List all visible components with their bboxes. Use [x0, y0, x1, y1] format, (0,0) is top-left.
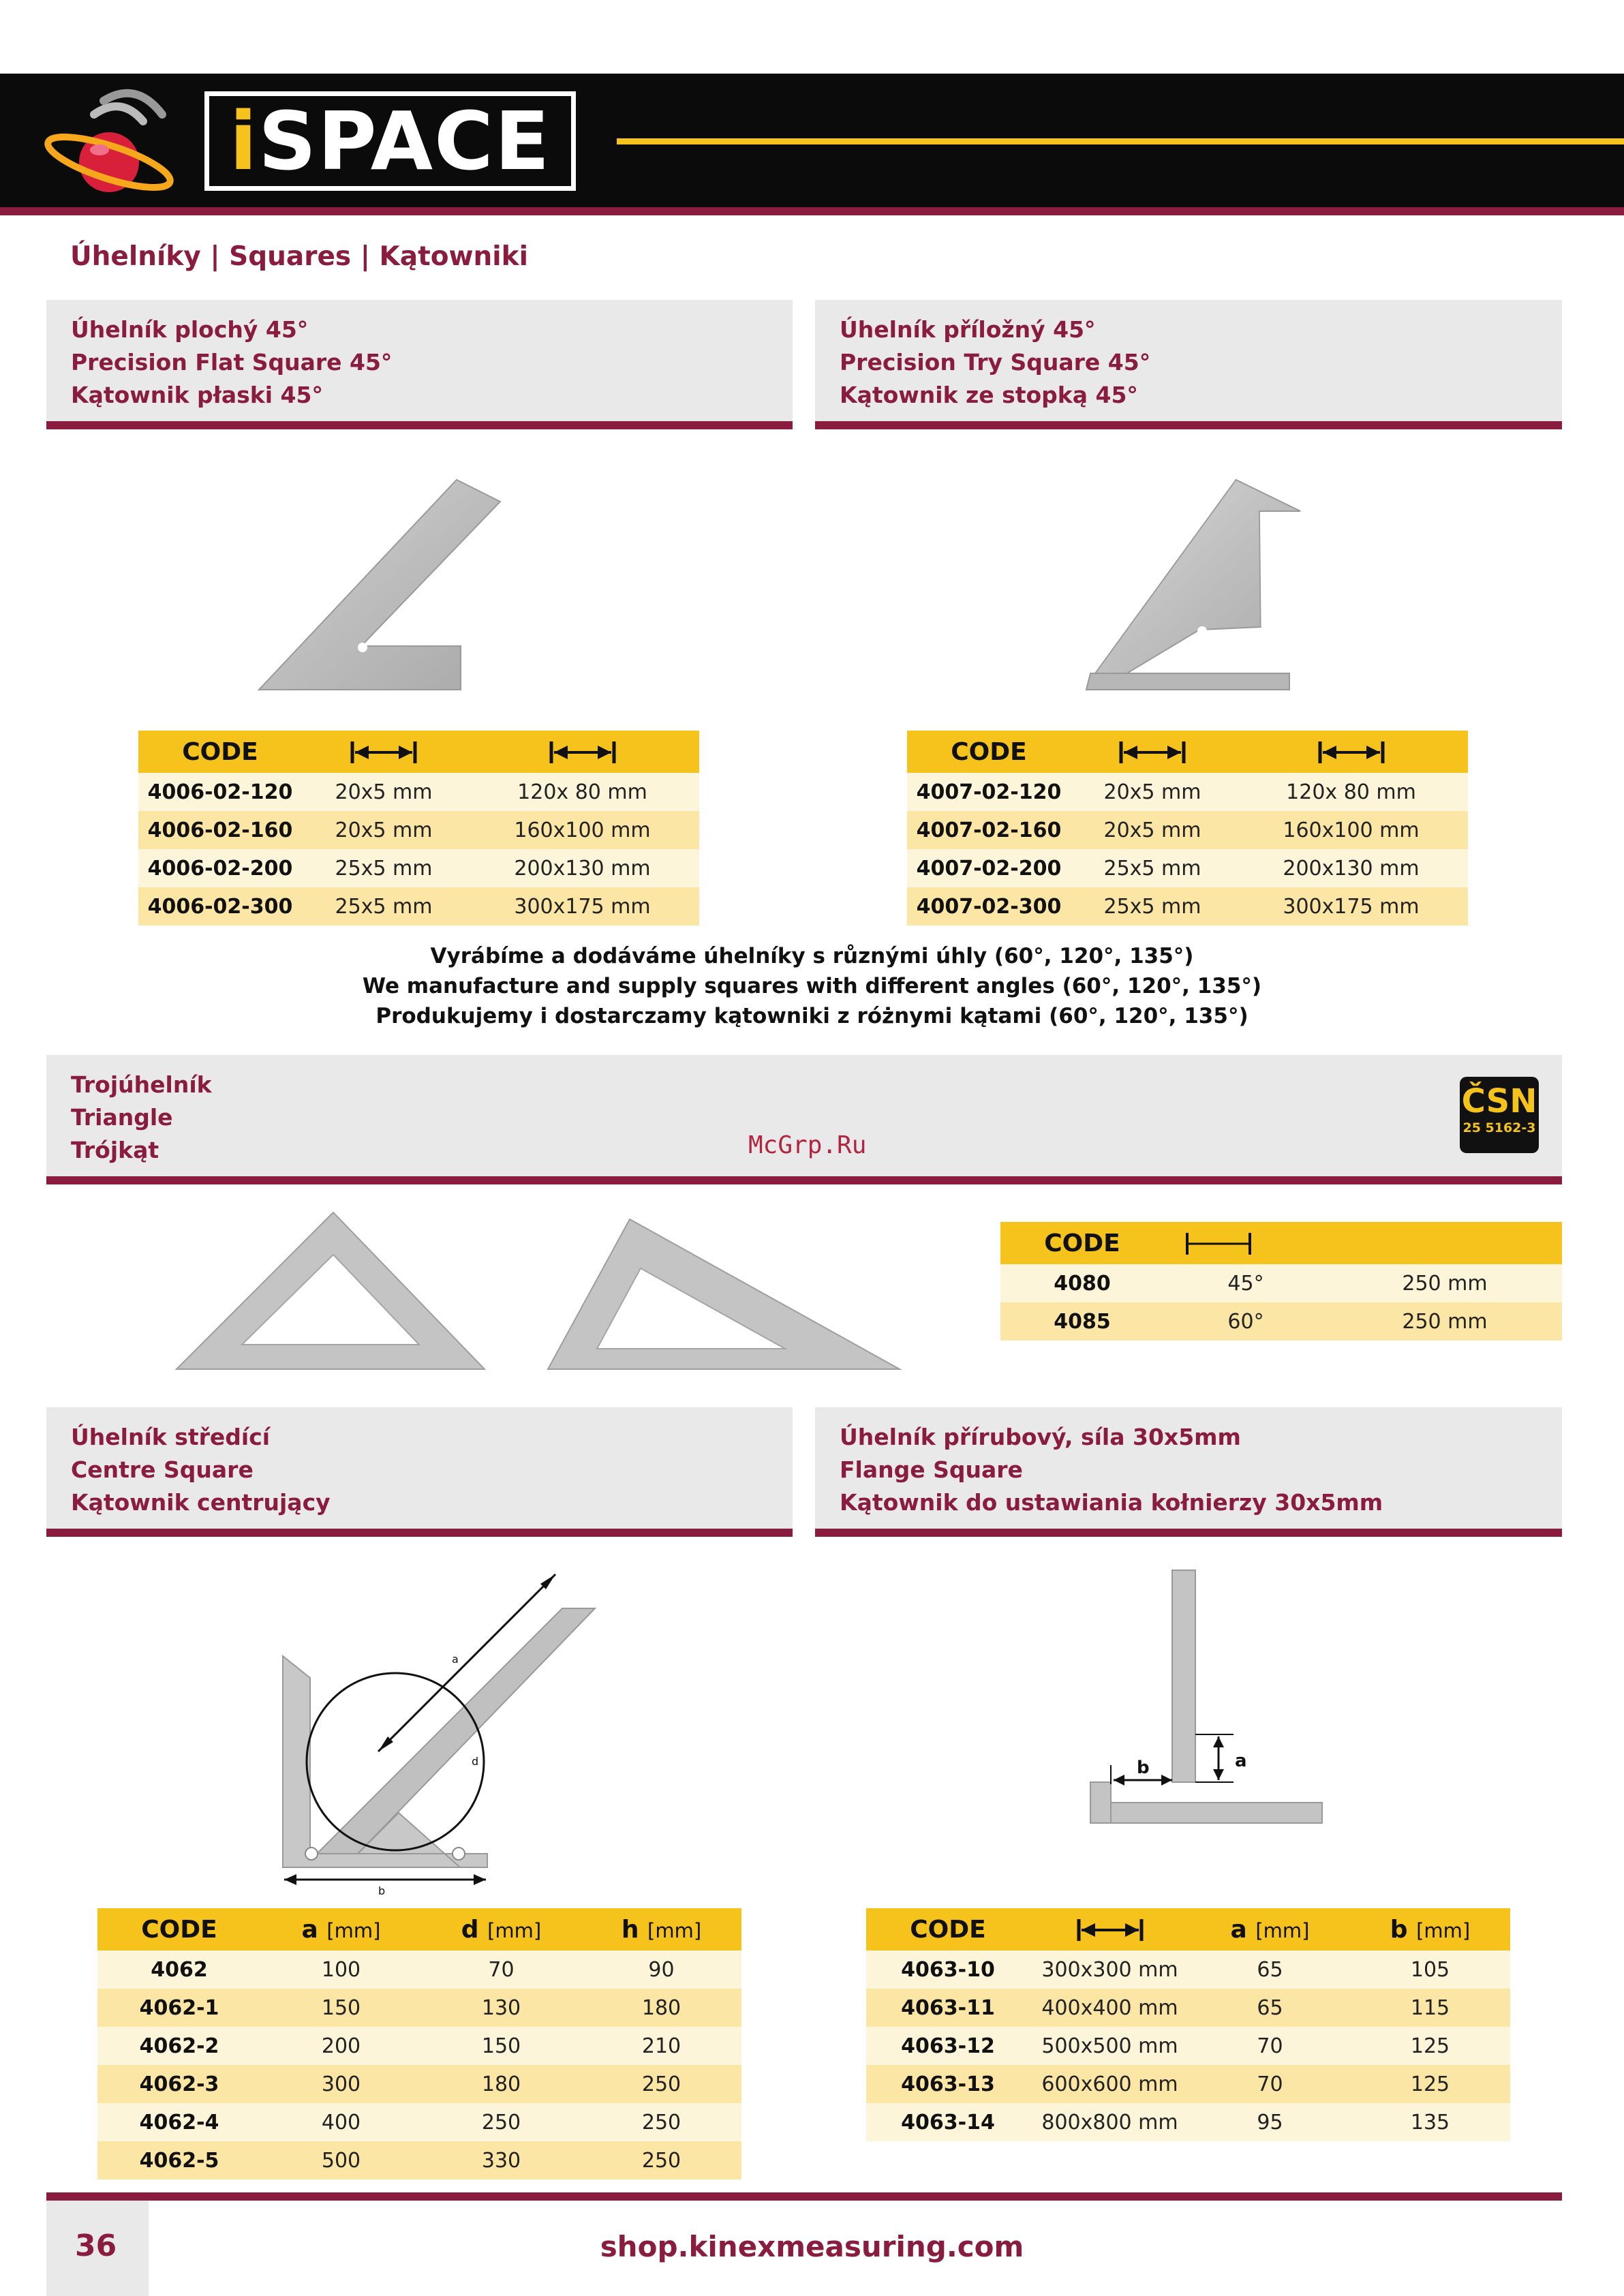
size-arrow-icon — [465, 731, 699, 773]
table-header-a: a [mm] — [1190, 1908, 1350, 1950]
table-header-d: d [mm] — [421, 1908, 581, 1950]
triangle-table — [1000, 1222, 1562, 1341]
table-row: 4063-14 800x800 mm 95 135 — [866, 2103, 1510, 2141]
label-b: b — [1137, 1758, 1150, 1778]
table-row: 4007-02-160 20x5 mm 160x100 mm — [907, 811, 1468, 849]
header-accent-line — [617, 138, 1624, 144]
table-row: 4006-02-200 25x5 mm 200x130 mm — [138, 849, 699, 887]
table-header-b: b [mm] — [1350, 1908, 1510, 1950]
centre-square-title-cz: Úhelník středící — [71, 1424, 271, 1450]
flat-square-title-cz: Úhelník plochý 45° — [71, 316, 309, 343]
table-row: 4085 60° 250 mm — [1000, 1302, 1562, 1341]
table-row: 4006-02-160 20x5 mm 160x100 mm — [138, 811, 699, 849]
csn-badge: ČSN 25 5162-3 — [1460, 1077, 1539, 1153]
centre-square-illustration — [276, 1567, 596, 1895]
table-row: 4006-02-300 25x5 mm 300x175 mm — [138, 887, 699, 925]
footer-url-link[interactable]: shop.kinexmeasuring.com — [600, 2230, 1024, 2263]
flange-square-illustration — [1084, 1567, 1329, 1881]
footer-line — [46, 2192, 1562, 2201]
table-row: 4006-02-120 20x5 mm 120x 80 mm — [138, 773, 699, 811]
length-dimension-icon — [1164, 1222, 1328, 1264]
width-arrow-icon — [1071, 731, 1234, 773]
page-title: Úhelníky | Squares | Kątowniki — [70, 241, 528, 272]
flange-square-title-pl: Kątownik do ustawiania kołnierzy 30x5mm — [840, 1489, 1383, 1516]
try-square-table — [907, 731, 1468, 925]
centre-square-title-en: Centre Square — [71, 1456, 254, 1483]
flat-square-illustration — [252, 477, 504, 695]
flange-square-table — [866, 1908, 1510, 2141]
triangle-60-illustration — [545, 1216, 903, 1373]
logo-wordmark: iSPACE — [229, 94, 551, 188]
try-square-title-en: Precision Try Square 45° — [840, 349, 1151, 376]
centre-square-title-pl: Kątownik centrujący — [71, 1489, 331, 1516]
table-row: 4062 100 70 90 — [97, 1950, 741, 1989]
page-number: 36 — [75, 2229, 117, 2263]
size-arrow-icon — [1234, 731, 1468, 773]
table-header-a: a [mm] — [261, 1908, 421, 1950]
table-row: 4007-02-300 25x5 mm 300x175 mm — [907, 887, 1468, 925]
try-square-illustration — [1084, 477, 1308, 695]
label-a: a — [1235, 1751, 1247, 1771]
triangle-45-illustration — [174, 1210, 487, 1373]
table-row: 4062-2 200 150 210 — [97, 2027, 741, 2065]
table-row: 4063-11 400x400 mm 65 115 — [866, 1989, 1510, 2027]
table-header-code: CODE — [866, 1908, 1030, 1950]
table-row: 4007-02-120 20x5 mm 120x 80 mm — [907, 773, 1468, 811]
table-header-code: CODE — [97, 1908, 261, 1950]
triangle-title-cz: Trojúhelník — [71, 1071, 212, 1098]
header-stripe — [0, 207, 1624, 215]
note-line-en: We manufacture and supply squares with different angles (60°, 120°, 135°) — [362, 974, 1262, 998]
centre-square-table — [97, 1908, 741, 2179]
label-d: d — [472, 1755, 479, 1768]
note-line-cz: Vyrábíme a dodáváme úhelníky s různými úhly (60°, 120°, 135°) — [430, 944, 1194, 968]
flat-square-panel — [46, 300, 793, 429]
table-header-code: CODE — [138, 731, 302, 773]
try-square-title-cz: Úhelník příložný 45° — [840, 316, 1096, 343]
try-square-title-pl: Kątownik ze stopką 45° — [840, 382, 1138, 408]
table-row: 4063-10 300x300 mm 65 105 — [866, 1950, 1510, 1989]
flat-square-title-pl: Kątownik płaski 45° — [71, 382, 323, 408]
table-header-code: CODE — [1000, 1222, 1164, 1264]
flange-square-panel — [815, 1407, 1562, 1537]
ispace-logo — [204, 91, 576, 191]
centre-square-panel — [46, 1407, 793, 1537]
table-header-h: h [mm] — [581, 1908, 741, 1950]
table-row: 4063-13 600x600 mm 70 125 — [866, 2065, 1510, 2103]
watermark: McGrp.Ru — [748, 1131, 867, 1159]
note-line-pl: Produkujemy i dostarczamy kątowniki z różnymi kątami (60°, 120°, 135°) — [376, 1004, 1248, 1028]
table-row: 4063-12 500x500 mm 70 125 — [866, 2027, 1510, 2065]
try-square-panel — [815, 300, 1562, 429]
table-row: 4062-1 150 130 180 — [97, 1989, 741, 2027]
table-row: 4062-3 300 180 250 — [97, 2065, 741, 2103]
label-a: a — [452, 1653, 459, 1666]
width-arrow-icon — [302, 731, 465, 773]
triangle-title-pl: Trójkąt — [71, 1137, 159, 1163]
flat-square-table — [138, 731, 699, 925]
label-b: b — [378, 1884, 386, 1895]
table-row: 4007-02-200 25x5 mm 200x130 mm — [907, 849, 1468, 887]
table-row: 4080 45° 250 mm — [1000, 1264, 1562, 1302]
planet-logo-icon — [41, 82, 177, 201]
size-arrow-icon — [1030, 1908, 1190, 1950]
flat-square-title-en: Precision Flat Square 45° — [71, 349, 393, 376]
table-header-code: CODE — [907, 731, 1071, 773]
triangle-title-en: Triangle — [71, 1104, 173, 1131]
triangle-panel — [46, 1055, 1562, 1184]
table-row: 4062-4 400 250 250 — [97, 2103, 741, 2141]
table-row: 4062-5 500 330 250 — [97, 2141, 741, 2179]
flange-square-title-cz: Úhelník přírubový, síla 30x5mm — [840, 1424, 1241, 1450]
flange-square-title-en: Flange Square — [840, 1456, 1023, 1483]
